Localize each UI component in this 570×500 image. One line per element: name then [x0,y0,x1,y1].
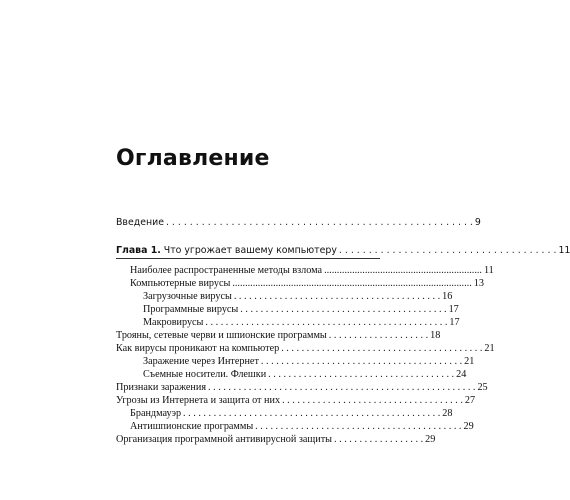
toc-entry-page: 25 [477,382,488,393]
toc-leader-dots: . . . . . . . . . . . . . . . . . . . . . . . . . . . . . . . . . . . . . . . . . . . . . . . . [205,317,448,328]
toc-leader-dots: .............................................................................................. [232,278,472,289]
toc-leader-dots: . . . . . . . . . . . . . . . . . . . . . . . . . . . . . . . . . . . . . [268,369,455,380]
toc-entry-label: Загрузочные вирусы [143,291,232,302]
toc-entry-label: Трояны, сетевые черви и шпионские программы [116,330,327,341]
toc-leader-dots: . . . . . . . . . . . . . . . . . . . . [328,330,429,341]
toc-entry[interactable] [143,316,460,330]
toc-leader-dots: . . . . . . . . . . . . . . . . . . . . . . . . . . . . . . . . . . . . . . . . . . . . . . . . . . . [183,408,441,419]
toc-entry-label: Брандмауэр [130,408,182,419]
toc-entry-label: Организация программной антивирусной защиты [116,434,333,445]
toc-entry[interactable] [143,355,475,369]
toc-leader-dots: . . . . . . . . . . . . . . . . . . [334,434,424,445]
toc-leader-dots: . . . . . . . . . . . . . . . . . . . . . . . . . . . . . . . . . . . . . . . . [260,356,463,367]
toc-leader-dots: . . . . . . . . . . . . . . . . . . . . . . . . . . . . . . . . . . . . . . . . [281,343,483,354]
toc-entry-label: Введение [116,217,164,228]
toc-entry[interactable] [143,303,459,317]
toc-entry[interactable] [116,329,441,343]
toc-entry-label: Программные вирусы [143,304,239,315]
toc-entry[interactable] [116,394,476,408]
toc-entry-label: Угрозы из Интернета и защита от них [116,395,281,406]
toc-entry[interactable] [130,420,474,434]
toc-entry[interactable] [130,277,484,291]
toc-entry-label: Компьютерные вирусы [130,278,231,289]
chapter-title: Что угрожает вашему компьютеру [163,245,337,256]
toc-entry[interactable] [116,433,436,447]
toc-entry[interactable] [143,368,467,382]
toc-entry-page: 11 [558,245,570,256]
toc-entry-page: 11 [483,265,494,276]
toc-entry-page: 18 [430,330,441,341]
toc-entry-page: 17 [448,304,459,315]
toc-leader-dots: . . . . . . . . . . . . . . . . . . . . . . . . . . . . . . . . . . . . . . . . . [255,421,462,432]
toc-entry-page: 16 [442,291,453,302]
toc-leader-dots: . . . . . . . . . . . . . . . . . . . . . . . . . . . . . . . . . . . . . . . . . [233,291,441,302]
toc-entry-label: Съемные носители. Флешки [143,369,267,380]
toc-entry-page: 13 [473,278,484,289]
toc-entry-page: 27 [464,395,476,406]
toc-leader-dots: . . . . . . . . . . . . . . . . . . . . . . . . . . . . . . . . . . . . . [338,245,557,256]
toc-entry-page: 24 [456,369,467,380]
toc-entry-page: 29 [425,434,436,445]
toc-entry-label: Наиболее распространенные методы взлома [130,265,323,276]
toc-entry-chapter-1[interactable] [116,244,570,258]
toc-entry-intro[interactable] [116,216,481,230]
page-title: Оглавление [116,146,270,171]
toc-entry-page: 21 [484,343,495,354]
toc-entry-label: Антишпионские программы [130,421,254,432]
toc-entry-page: 21 [464,356,475,367]
chapter-number: Глава 1. [116,245,161,256]
toc-entry[interactable] [130,407,453,421]
toc-leader-dots: . . . . . . . . . . . . . . . . . . . . . . . . . . . . . . . . . . . . [282,395,463,406]
toc-entry[interactable] [143,290,453,304]
toc-entry-page: 29 [463,421,474,432]
toc-leader-dots: .............................................................. [324,265,482,276]
toc-entry-page: 17 [449,317,460,328]
toc-entry-page: 28 [442,408,453,419]
toc-entry[interactable] [130,264,494,278]
toc-entry-page: 9 [474,217,481,228]
toc-entry[interactable] [116,381,488,395]
toc-entry-label: Заражение через Интернет [143,356,259,367]
toc-entry-label: Макровирусы [143,317,204,328]
toc-entry[interactable] [116,342,495,356]
toc-entry-label: Признаки заражения [116,382,207,393]
toc-leader-dots: . . . . . . . . . . . . . . . . . . . . . . . . . . . . . . . . . . . . . . . . . . . . . . . . . . . . [165,217,473,228]
toc-leader-dots: . . . . . . . . . . . . . . . . . . . . . . . . . . . . . . . . . . . . . . . . . . . . . . . . . . . . . [208,382,476,393]
toc-entry-label: Как вирусы проникают на компьютер [116,343,280,354]
chapter-underline [116,258,380,259]
toc-leader-dots: . . . . . . . . . . . . . . . . . . . . . . . . . . . . . . . . . . . . . . . . . [240,304,447,315]
